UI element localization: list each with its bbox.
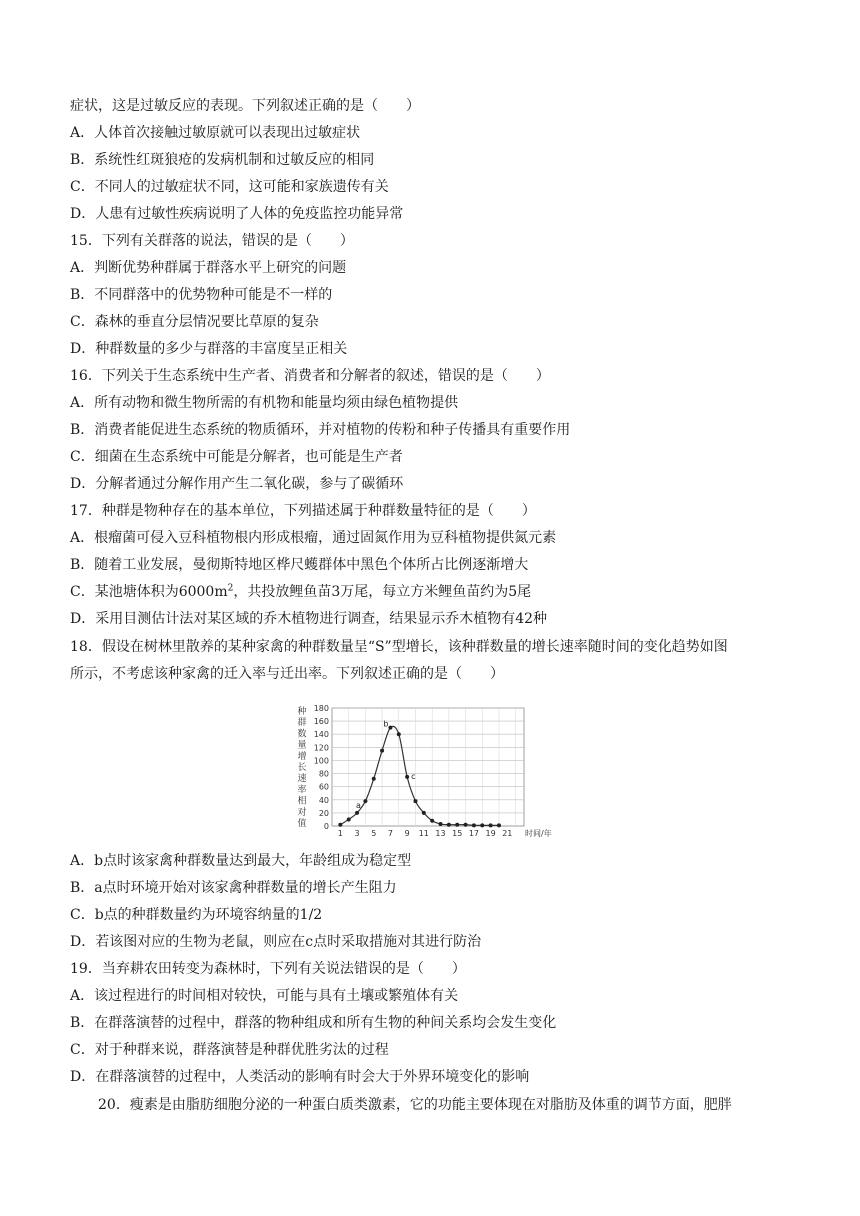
data-point xyxy=(380,749,384,753)
y-tick-label: 80 xyxy=(318,769,329,779)
q14-option-c: C．不同人的过敏症状不同，这可能和家族遗传有关 xyxy=(70,179,389,195)
q18-option-b: B．a点时环境开始对该家禽种群数量的增长产生阻力 xyxy=(70,880,397,896)
x-tick-label: 21 xyxy=(502,829,513,838)
data-point xyxy=(338,823,342,827)
growth-rate-chart xyxy=(292,698,562,844)
q19-option-b: B．在群落演替的过程中，群落的物种组成和所有生物的种间关系均会发生变化 xyxy=(70,1015,557,1031)
q15-option-b: B．不同群落中的优势物种可能是不一样的 xyxy=(70,287,333,303)
q17-option-d: D．采用目测估计法对某区域的乔木植物进行调查，结果显示乔木植物有42种 xyxy=(70,611,548,627)
y-tick-label: 100 xyxy=(313,756,329,766)
y-axis-label-char: 种 xyxy=(297,707,307,717)
data-point xyxy=(480,823,484,827)
x-tick-label: 13 xyxy=(435,829,446,838)
y-axis-label-char: 率 xyxy=(297,785,307,796)
point-label-a: a xyxy=(356,800,361,810)
data-point xyxy=(405,775,409,779)
y-tick-label: 60 xyxy=(318,782,329,792)
q16-option-d: D．分解者通过分解作用产生二氧化碳，参与了碳循环 xyxy=(70,476,404,492)
y-axis-label-char: 长 xyxy=(297,763,307,773)
y-axis-label-char: 相 xyxy=(297,796,307,807)
q15-option-a: A．判断优势种群属于群落水平上研究的问题 xyxy=(70,260,347,276)
y-axis-label-char: 增 xyxy=(297,751,307,762)
data-point xyxy=(430,819,434,823)
y-tick-label: 40 xyxy=(318,795,329,805)
data-point xyxy=(397,732,401,736)
data-point xyxy=(455,823,459,827)
q17-option-a: A．根瘤菌可侵入豆科植物根内形成根瘤，通过固氮作用为豆科植物提供氮元素 xyxy=(70,530,557,546)
q17-option-c-part1: C．某池塘体积为6000m xyxy=(70,584,228,600)
q14-option-b: B．系统性红斑狼疮的发病机制和过敏反应的相同 xyxy=(70,152,375,168)
data-point xyxy=(464,823,468,827)
q16-option-a: A．所有动物和微生物所需的有机物和能量均须由绿色植物提供 xyxy=(70,395,459,411)
q19-option-a: A．该过程进行的时间相对较快，可能与具有土壤或繁殖体有关 xyxy=(70,988,459,1004)
q17-option-b: B．随着工业发展，曼彻斯特地区桦尺蠖群体中黑色个体所占比例逐渐增大 xyxy=(70,557,529,573)
q18-option-d: D．若该图对应的生物为老鼠，则应在c点时采取措施对其进行防治 xyxy=(70,934,482,950)
y-axis-label-char: 对 xyxy=(297,807,307,818)
y-axis-label-char: 值 xyxy=(297,819,307,829)
x-tick-label: 1 xyxy=(337,829,343,838)
x-tick-label: 5 xyxy=(371,829,377,838)
data-point xyxy=(422,811,426,815)
data-point xyxy=(388,726,392,730)
x-tick-label: 19 xyxy=(485,829,496,838)
q14-stem-cont: 症状，这是过敏反应的表现。下列叙述正确的是（ ） xyxy=(70,98,420,114)
data-point xyxy=(439,822,443,826)
data-point xyxy=(413,799,417,803)
q18-stem-line2: 所示，不考虑该种家禽的迁入率与迁出率。下列叙述正确的是（ ） xyxy=(70,666,504,682)
q20-stem: 20．瘦素是由脂肪细胞分泌的一种蛋白质类激素，它的功能主要体现在对脂肪及体重的调节方面，肥胖 xyxy=(98,1097,732,1113)
point-label-b: b xyxy=(383,719,389,729)
q19-stem: 19．当弃耕农田转变为森林时，下列有关说法错误的是（ ） xyxy=(70,961,466,977)
q14-option-a: A．人体首次接触过敏原就可以表现出过敏症状 xyxy=(70,125,361,141)
data-point xyxy=(489,823,493,827)
q17-stem: 17．种群是物种存在的基本单位，下列描述属于种群数量特征的是（ ） xyxy=(70,503,536,519)
growth-rate-chart-svg xyxy=(292,698,562,844)
q18-stem-line1: 18．假设在树林里散养的某种家禽的种群数量呈“S”型增长，该种群数量的增长速率随时间的变化趋势如图 xyxy=(70,639,728,655)
data-point xyxy=(347,817,351,821)
q17-option-c xyxy=(70,582,810,602)
q19-option-d: D．在群落演替的过程中，人类活动的影响有时会大于外界环境变化的影响 xyxy=(70,1069,530,1085)
y-tick-label: 140 xyxy=(313,730,329,740)
data-point xyxy=(497,823,501,827)
y-axis-label-char: 速 xyxy=(297,774,307,785)
q19-option-c: C．对于种群来说，群落演替是种群优胜劣汰的过程 xyxy=(70,1042,389,1058)
x-tick-label: 7 xyxy=(387,829,393,838)
q18-option-c: C．b点的种群数量约为环境容纳量的1/2 xyxy=(70,907,323,923)
x-axis-label: 时间/年 xyxy=(525,829,552,838)
q14-option-d: D．人患有过敏性疾病说明了人体的免疫监控功能异常 xyxy=(70,206,404,222)
q17-option-c-superscript: 2 xyxy=(227,583,234,594)
y-axis-label-char: 群 xyxy=(297,718,307,729)
x-tick-label: 17 xyxy=(468,829,480,838)
data-point xyxy=(372,777,376,781)
x-tick-label: 9 xyxy=(404,829,410,838)
data-point xyxy=(472,823,476,827)
y-tick-label: 120 xyxy=(313,743,329,753)
y-tick-label: 180 xyxy=(313,704,329,713)
q15-stem: 15．下列有关群落的说法，错误的是（ ） xyxy=(70,233,354,249)
point-label-c: c xyxy=(411,771,416,781)
y-tick-label: 0 xyxy=(323,822,329,831)
x-tick-label: 15 xyxy=(452,829,463,838)
q18-option-a: A．b点时该家禽种群数量达到最大，年龄组成为稳定型 xyxy=(70,853,412,869)
data-point xyxy=(447,823,451,827)
q15-option-d: D．种群数量的多少与群落的丰富度呈正相关 xyxy=(70,341,348,357)
x-tick-label: 11 xyxy=(418,829,429,838)
y-tick-label: 160 xyxy=(313,717,329,727)
data-point xyxy=(355,811,359,815)
data-point xyxy=(363,799,367,803)
x-tick-label: 3 xyxy=(354,829,360,838)
y-axis-label-char: 数 xyxy=(297,729,307,740)
y-axis-label-char: 量 xyxy=(297,740,307,751)
q16-stem: 16．下列关于生态系统中生产者、消费者和分解者的叙述，错误的是（ ） xyxy=(70,368,550,384)
q16-option-c: C．细菌在生态系统中可能是分解者，也可能是生产者 xyxy=(70,449,403,465)
q15-option-c: C．森林的垂直分层情况要比草原的复杂 xyxy=(70,314,319,330)
y-tick-label: 20 xyxy=(318,808,329,818)
q17-option-c-part2: ，共投放鲤鱼苗3万尾，每立方米鲤鱼苗约为5尾 xyxy=(233,584,532,600)
q16-option-b: B．消费者能促进生态系统的物质循环，并对植物的传粉和种子传播具有重要作用 xyxy=(70,422,571,438)
